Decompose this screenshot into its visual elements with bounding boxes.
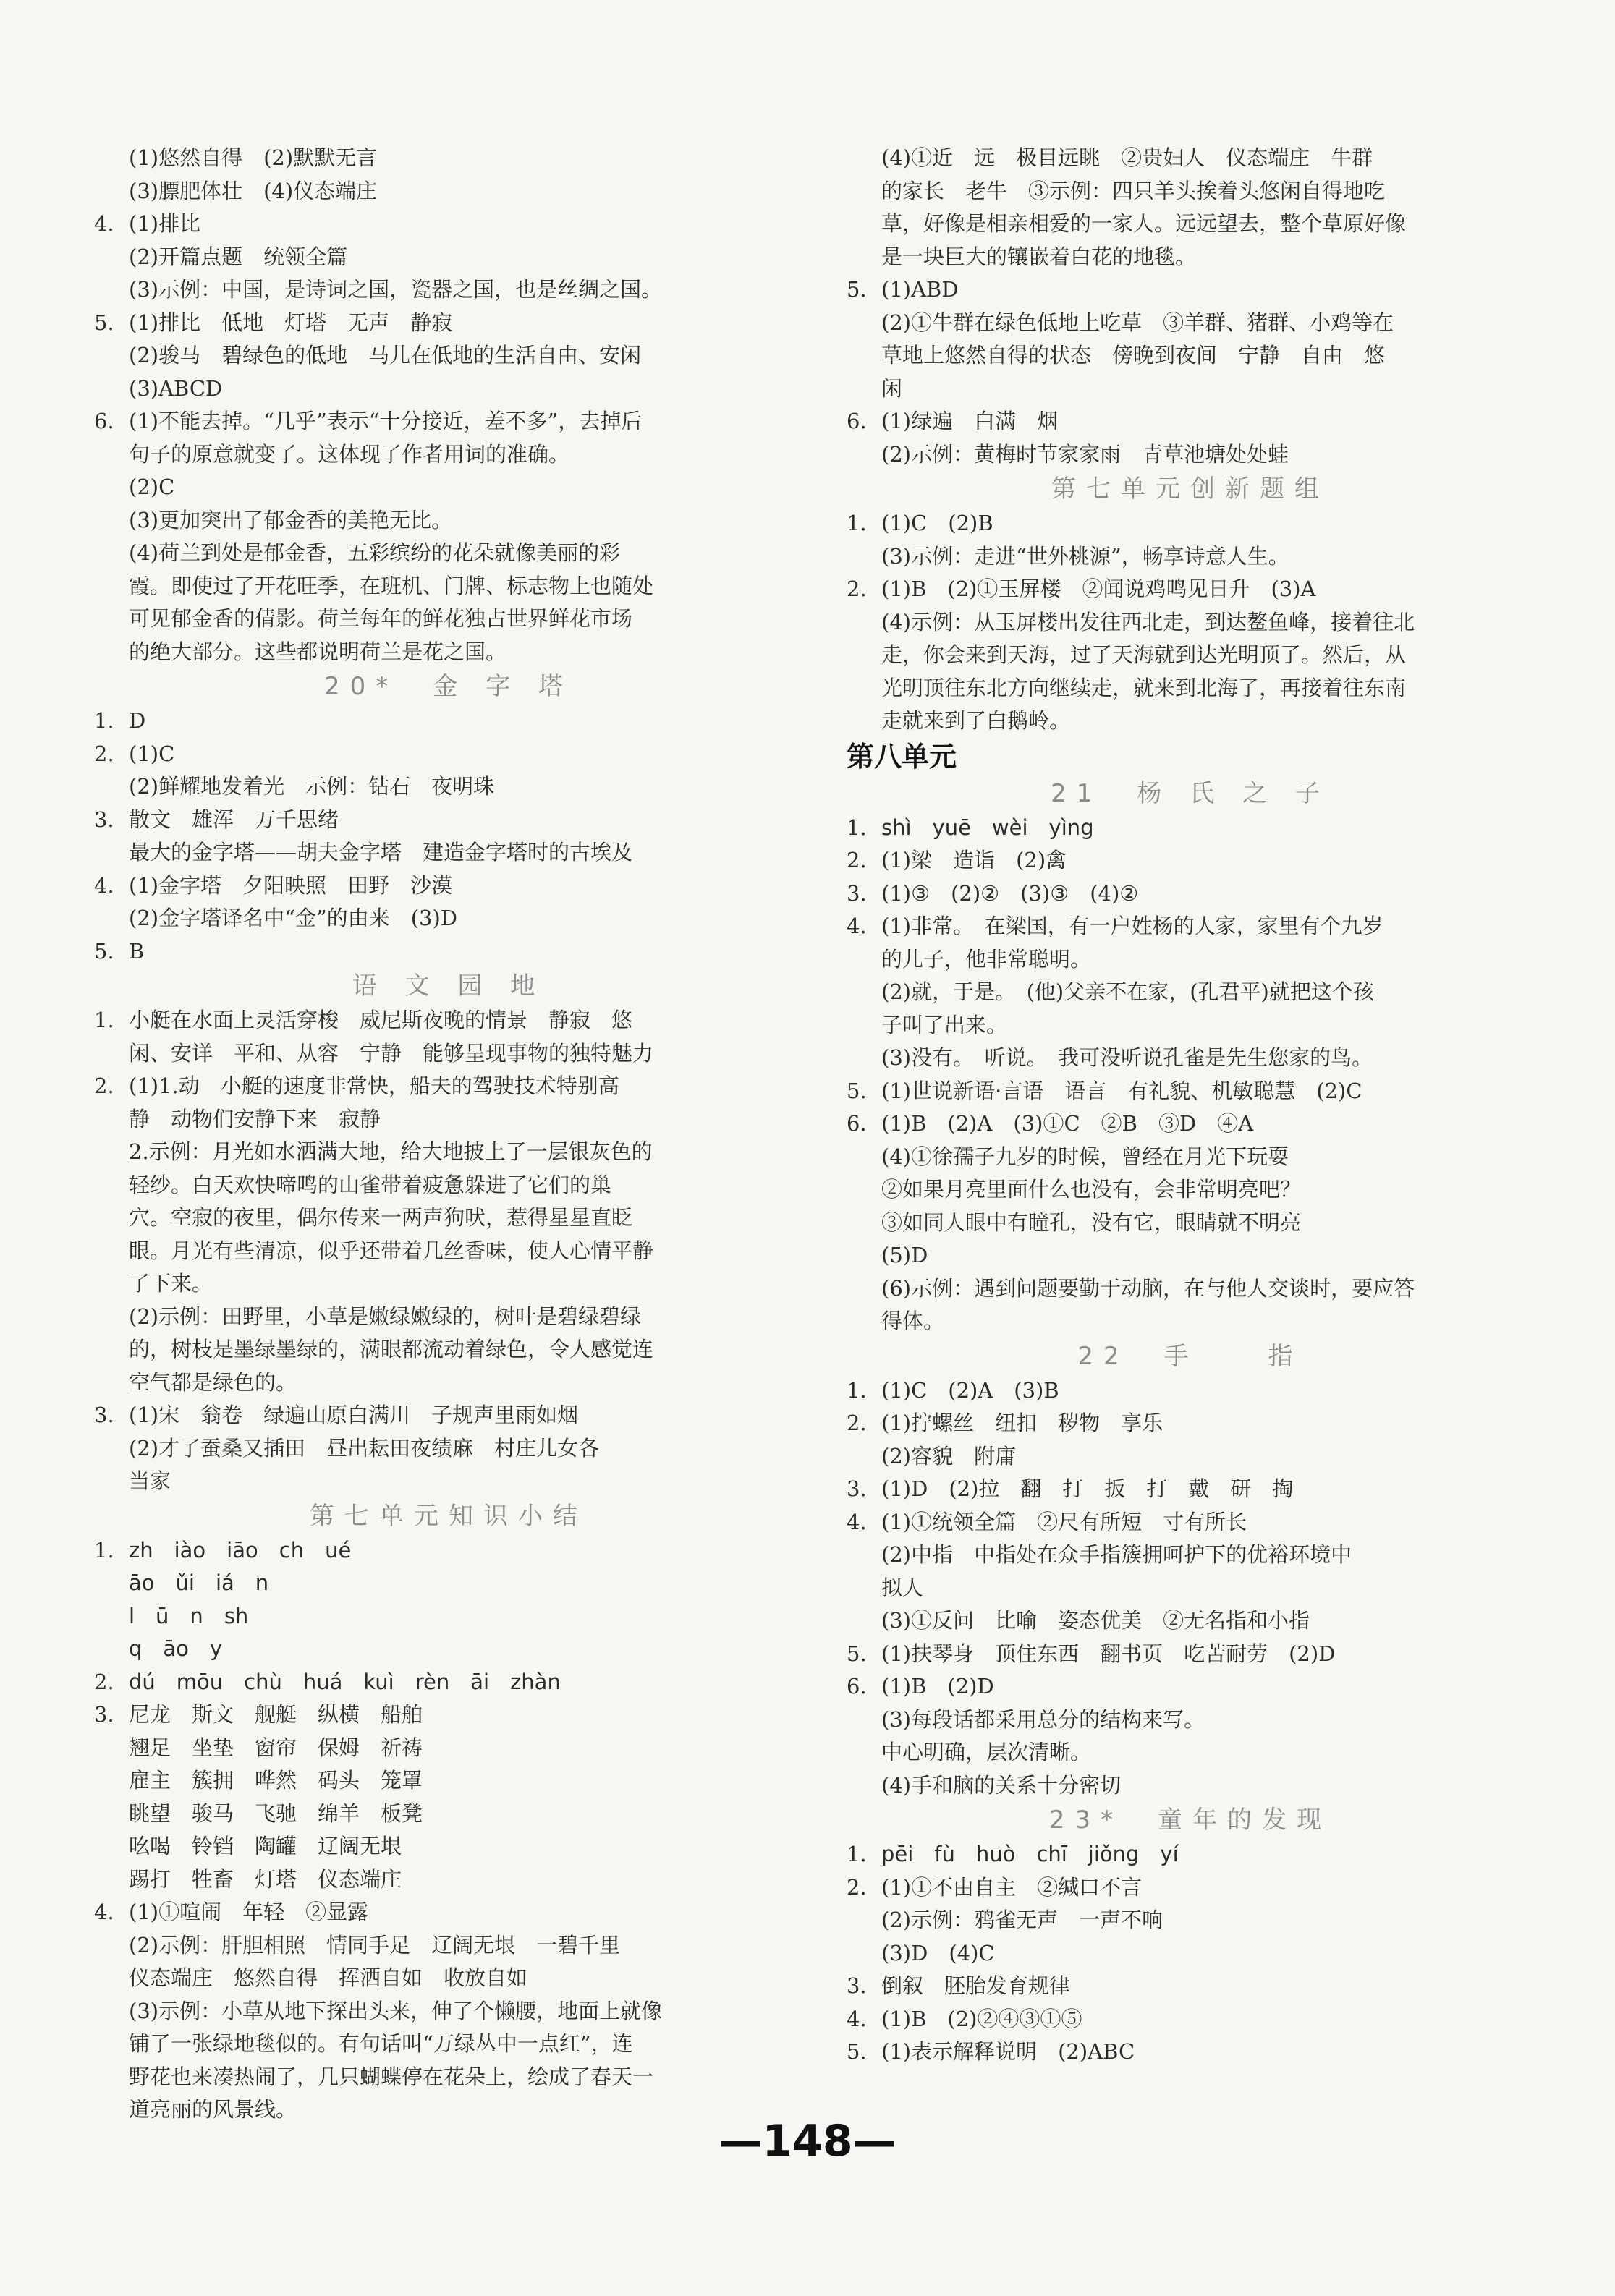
question-number: 5. xyxy=(847,1078,867,1103)
answer-line: (2)C xyxy=(129,475,175,499)
answer-line xyxy=(847,812,1534,845)
question-number: 5. xyxy=(847,277,867,302)
answer-line xyxy=(847,573,1534,606)
answer-line: 走，你会来到天海，过了天海就到达光明顶了。然后，从 xyxy=(881,642,1407,667)
answer-line: 空气都是绿色的。 xyxy=(129,1369,297,1395)
answer-line: 野花也来凑热闹了，几只蝴蝶停在花朵上，绘成了春天一 xyxy=(129,2064,654,2089)
section-title: 第七单元创新题组 xyxy=(1051,475,1329,503)
question-number: 3. xyxy=(94,1403,114,1427)
question-number: 3. xyxy=(94,1702,114,1727)
answer-text: (1)ABD xyxy=(881,277,959,302)
answer-line xyxy=(94,935,803,969)
question-number: 4. xyxy=(94,211,114,236)
answer-line: āo ǔi iá n xyxy=(129,1570,269,1595)
section-title: 语 文 园 地 xyxy=(352,971,546,1000)
answer-line: (3)每段话都采用总分的结构来写。 xyxy=(881,1706,1205,1732)
answer-line: 的儿子，他非常聪明。 xyxy=(881,946,1092,971)
answer-line: 是一块巨大的镶嵌着白花的地毯。 xyxy=(881,244,1197,269)
answer-line: 穴。空寂的夜里，偶尔传来一两声狗吠，惹得星星直眨 xyxy=(129,1205,633,1230)
answer-line xyxy=(847,1670,1534,1704)
answer-line: 仪态端庄 悠然自得 挥洒自如 收放自如 xyxy=(129,1965,528,1990)
question-number: 6. xyxy=(847,1111,867,1136)
answer-line: 踢打 牲畜 灯塔 仪态端庄 xyxy=(129,1866,402,1892)
answer-line: 的家长 老牛 ③示例：四只羊头挨着头悠闲自得地吃 xyxy=(881,178,1386,203)
answer-line: (1)悠然自得 (2)默默无言 xyxy=(129,145,378,170)
answer-text: (1)不能去掉。“几乎”表示“十分接近，差不多”，去掉后 xyxy=(129,409,643,433)
answer-line: (4)示例：从玉屏楼出发往西北走，到达鳌鱼峰，接着往北 xyxy=(881,609,1415,634)
question-number: 1. xyxy=(847,511,867,535)
answer-text: (1)D (2)拉 翻 打 扳 打 戴 研 掏 xyxy=(881,1476,1294,1501)
answer-text: (1)B (2)①玉屏楼 ②闻说鸡鸣见日升 (3)A xyxy=(881,577,1316,601)
answer-text: 倒叙 胚胎发育规律 xyxy=(881,1973,1071,1998)
answer-text: 散文 雄浑 万千思绪 xyxy=(129,807,339,832)
answer-line xyxy=(94,1534,803,1568)
answer-line: (2)骏马 碧绿色的低地 马儿在低地的生活自由、安闲 xyxy=(129,343,642,367)
question-number: 3. xyxy=(94,807,114,832)
answer-line: 2.示例：月光如水洒满大地，给大地披上了一层银灰色的 xyxy=(129,1139,653,1164)
question-number: 6. xyxy=(847,409,867,433)
answer-line xyxy=(847,1107,1534,1141)
answer-text: (1)B (2)D xyxy=(881,1674,994,1698)
section-title: 第七单元知识小结 xyxy=(310,1501,588,1531)
answer-text: (1)梁 造诣 (2)禽 xyxy=(881,848,1067,872)
question-number: 3. xyxy=(847,1476,867,1501)
answer-line: (3)ABCD xyxy=(129,375,223,401)
question-number: 2. xyxy=(94,741,114,766)
answer-text: (1)扶琴身 顶住东西 翻书页 吃苦耐劳 (2)D xyxy=(881,1641,1336,1666)
question-number: 4. xyxy=(94,872,114,898)
answer-line: 草，好像是相亲相爱的一家人。远远望去，整个草原好像 xyxy=(881,211,1407,236)
answer-line: 闲、安详 平和、从容 宁静 能够呈现事物的独特魅力 xyxy=(129,1040,654,1066)
answer-line xyxy=(94,705,803,738)
answer-line xyxy=(94,1698,803,1732)
question-number: 2. xyxy=(847,1874,867,1900)
question-number: 4. xyxy=(847,914,867,938)
answer-line: 草地上悠然自得的状态 傍晚到夜间 宁静 自由 悠 xyxy=(881,343,1386,367)
answer-line xyxy=(847,1473,1534,1506)
answer-line: (2)鲜耀地发着光 示例：钻石 夜明珠 xyxy=(129,774,495,799)
section-title: 22 手 指 xyxy=(1077,1341,1303,1371)
answer-line: (2)开篇点题 统领全篇 xyxy=(129,244,348,269)
answer-line: (2)示例：鸦雀无声 一声不响 xyxy=(881,1908,1163,1932)
answer-line: (2)①牛群在绿色低地上吃草 ③羊群、猪群、小鸡等在 xyxy=(881,310,1394,335)
question-number: 1. xyxy=(94,1537,114,1562)
answer-line xyxy=(847,1838,1534,1871)
answer-line: (2)容貌 附庸 xyxy=(881,1443,1017,1468)
answer-line: ③如同人眼中有瞳孔，没有它，眼睛就不明亮 xyxy=(881,1209,1302,1235)
answer-text: (1)排比 低地 灯塔 无声 静寂 xyxy=(129,310,453,335)
question-number: 6. xyxy=(94,409,114,433)
answer-text: (1)表示解释说明 (2)ABC xyxy=(881,2039,1135,2064)
answer-line xyxy=(847,2036,1534,2069)
answer-line: 静 动物们安静下来 寂静 xyxy=(129,1106,381,1131)
answer-line: (3)示例：小草从地下探出头来，伸了个懒腰，地面上就像 xyxy=(129,1998,663,2023)
answer-line: 光明顶往东北方向继续走，就来到北海了，再接着往东南 xyxy=(881,675,1407,700)
answer-text: (1)B (2)A (3)①C ②B ③D ④A xyxy=(881,1111,1254,1136)
answer-line xyxy=(94,1399,803,1432)
question-number: 4. xyxy=(94,1900,114,1924)
right-column xyxy=(847,142,1534,2069)
answer-line: 雇主 簇拥 哗然 码头 笼罩 xyxy=(129,1768,423,1793)
answer-text: pēi fù huò chī jiǒng yí xyxy=(881,1842,1179,1866)
answer-text: (1)金字塔 夕阳映照 田野 沙漠 xyxy=(129,872,453,898)
question-number: 1. xyxy=(94,1008,114,1032)
answer-line: 翘足 坐垫 窗帘 保姆 祈祷 xyxy=(129,1735,423,1760)
answer-line: (3)没有。 听说。 我可没听说孔雀是先生您家的鸟。 xyxy=(881,1045,1373,1070)
answer-line: 拟人 xyxy=(881,1575,924,1600)
answer-line: (2)示例：田野里，小草是嫩绿嫩绿的，树叶是碧绿碧绿 xyxy=(129,1304,642,1329)
answer-line: 最大的金字塔——胡夫金字塔 建造金字塔时的古埃及 xyxy=(129,840,633,864)
answer-text: (1)③ (2)② (3)③ (4)② xyxy=(881,880,1139,906)
answer-text: (1)拧螺丝 纽扣 秽物 享乐 xyxy=(881,1411,1163,1435)
answer-text: zh iào iāo ch ué xyxy=(129,1537,352,1562)
question-number: 3. xyxy=(847,1973,867,1998)
answer-text: (1)排比 xyxy=(129,211,201,236)
question-number: 1. xyxy=(847,1377,867,1403)
answer-line: ②如果月亮里面什么也没有，会非常明亮吧？ xyxy=(881,1177,1302,1202)
answer-text: dú mōu chù huá kuì rèn āi zhàn xyxy=(129,1669,561,1694)
answer-line xyxy=(94,804,803,837)
answer-line: 中心明确，层次清晰。 xyxy=(881,1740,1092,1764)
question-number: 2. xyxy=(94,1073,114,1098)
answer-line: (5)D xyxy=(881,1243,928,1267)
answer-line: 得体。 xyxy=(881,1309,945,1333)
answer-line: 走就来到了白鹅岭。 xyxy=(881,708,1071,733)
answer-line xyxy=(847,910,1534,943)
page-number: —148— xyxy=(719,2116,896,2167)
answer-line xyxy=(847,2003,1534,2036)
answer-line xyxy=(94,1004,803,1037)
answer-line: 吆喝 铃铛 陶罐 辽阔无垠 xyxy=(129,1834,402,1858)
question-number: 5. xyxy=(847,2039,867,2064)
answer-line: 可见郁金香的倩影。荷兰每年的鲜花独占世界鲜花市场 xyxy=(129,606,633,631)
answer-line: 当家 xyxy=(129,1468,171,1493)
question-number: 1. xyxy=(94,708,114,733)
answer-line: 闲 xyxy=(881,375,903,401)
question-number: 3. xyxy=(847,880,867,906)
answer-line xyxy=(847,507,1534,540)
answer-line: (3)膘肥体壮 (4)仪态端庄 xyxy=(129,178,378,203)
answer-line xyxy=(94,1896,803,1929)
answer-line: (2)金字塔译名中“金”的由来 (3)D xyxy=(129,906,458,930)
answer-line: 句子的原意就变了。这体现了作者用词的准确。 xyxy=(129,441,570,467)
answer-line: (4)手和脑的关系十分密切 xyxy=(881,1772,1122,1798)
answer-line: l ū n sh xyxy=(129,1603,249,1628)
question-number: 6. xyxy=(847,1674,867,1698)
answer-line xyxy=(847,1407,1534,1440)
answer-text: (1)世说新语·言语 语言 有礼貌、机敏聪慧 (2)C xyxy=(881,1078,1362,1103)
question-number: 1. xyxy=(847,815,867,840)
answer-line: 霞。即使过了开花旺季，在班机、门牌、标志物上也随处 xyxy=(129,573,654,598)
answer-line: (2)示例：黄梅时节家家雨 青草池塘处处蛙 xyxy=(881,441,1289,467)
answer-line xyxy=(847,405,1534,438)
question-number: 2. xyxy=(847,848,867,872)
answer-text: (1)非常。 在梁国，有一户姓杨的人家，家里有个九岁 xyxy=(881,914,1383,938)
answer-line: (4)①近 远 极目远眺 ②贵妇人 仪态端庄 牛群 xyxy=(881,145,1373,170)
answer-text: (1)①统领全篇 ②尺有所短 寸有所长 xyxy=(881,1509,1247,1534)
answer-line xyxy=(94,1666,803,1699)
answer-line: (4)①徐孺子九岁的时候，曾经在月光下玩耍 xyxy=(881,1144,1289,1169)
answer-line: 铺了一张绿地毯似的。有句话叫“万绿丛中一点红”，连 xyxy=(129,2031,633,2056)
answer-line xyxy=(94,869,803,903)
answer-line xyxy=(847,1374,1534,1408)
question-number: 5. xyxy=(94,938,114,964)
answer-line xyxy=(94,738,803,771)
answer-line: 子叫了出来。 xyxy=(881,1012,1008,1037)
answer-text: (1)①不由自主 ②缄口不言 xyxy=(881,1874,1143,1900)
answer-line: (3)D (4)C xyxy=(881,1940,995,1965)
answer-line: (3)示例：中国，是诗词之国，瓷器之国，也是丝绸之国。 xyxy=(129,277,663,302)
answer-text: B xyxy=(129,938,145,964)
answer-line: 的，树枝是墨绿墨绿的，满眼都流动着绿色，令人感觉连 xyxy=(129,1337,654,1361)
answer-line xyxy=(94,1070,803,1103)
answer-line: 眼。月光有些清凉，似乎还带着几丝香味，使人心情平静 xyxy=(129,1238,654,1263)
answer-text: (1)B (2)②④③①⑤ xyxy=(881,2006,1082,2031)
question-number: 2. xyxy=(847,1411,867,1435)
answer-line: 的绝大部分。这些都说明荷兰是花之国。 xyxy=(129,639,507,664)
answer-line xyxy=(94,208,803,241)
answer-line xyxy=(847,1506,1534,1539)
answer-text: 尼龙 斯文 舰艇 纵横 船舶 xyxy=(129,1702,423,1727)
section-title: 21 杨 氏 之 子 xyxy=(1051,778,1330,808)
question-number: 5. xyxy=(847,1641,867,1666)
answer-line: 了下来。 xyxy=(129,1271,213,1296)
answer-line: q āo y xyxy=(129,1636,223,1661)
question-number: 4. xyxy=(847,1509,867,1534)
answer-text: D xyxy=(129,708,146,733)
question-number: 1. xyxy=(847,1842,867,1866)
answer-line: 眺望 骏马 飞驰 绵羊 板凳 xyxy=(129,1800,423,1826)
section-title: 23* 童年的发现 xyxy=(1048,1806,1332,1834)
question-number: 2. xyxy=(94,1669,114,1694)
answer-line xyxy=(847,877,1534,911)
question-number: 2. xyxy=(847,577,867,601)
answer-line: (2)中指 中指处在众手指簇拥呵护下的优裕环境中 xyxy=(881,1542,1352,1567)
answer-line: (4)荷兰到处是郁金香，五彩缤纷的花朵就像美丽的彩 xyxy=(129,540,621,565)
answer-line xyxy=(847,844,1534,877)
answer-line xyxy=(847,1970,1534,2003)
section-title: 20* 金 字 塔 xyxy=(324,672,573,701)
answer-text: (1)C (2)A (3)B xyxy=(881,1377,1059,1403)
answer-text: (1)绿遍 白满 烟 xyxy=(881,409,1059,433)
answer-text: (1)宋 翁卷 绿遍山原白满川 子规声里雨如烟 xyxy=(129,1403,579,1427)
answer-text: shì yuē wèi yìng xyxy=(881,815,1094,840)
answer-line: (3)更加突出了郁金香的美艳无比。 xyxy=(129,507,453,532)
answer-line xyxy=(847,1871,1534,1905)
answer-line: 道亮丽的风景线。 xyxy=(129,2097,297,2122)
answer-line: (2)就，于是。 (他)父亲不在家，(孔君平)就把这个孩 xyxy=(881,979,1374,1004)
answer-line: 轻纱。白天欢快啼鸣的山雀带着疲惫躲进了它们的巢 xyxy=(129,1172,612,1197)
left-column xyxy=(94,142,803,2127)
answer-line xyxy=(847,1638,1534,1671)
answer-text: (1)C xyxy=(129,741,175,766)
answer-line: (3)①反问 比喻 姿态优美 ②无名指和小指 xyxy=(881,1608,1310,1633)
answer-line xyxy=(847,273,1534,307)
answer-text: 小艇在水面上灵活穿梭 威尼斯夜晚的情景 静寂 悠 xyxy=(129,1008,633,1032)
answer-line: (3)示例：走进“世外桃源”，畅享诗意人生。 xyxy=(881,543,1289,569)
unit-heading: 第八单元 xyxy=(847,740,957,773)
answer-text: (1)C (2)B xyxy=(881,511,993,535)
answer-line xyxy=(94,307,803,340)
answer-line xyxy=(847,1075,1534,1108)
answer-line xyxy=(94,405,803,438)
answer-line: (2)才了蚕桑又插田 昼出耘田夜绩麻 村庄儿女各 xyxy=(129,1435,600,1460)
answer-text: (1)①喧闹 年轻 ②显露 xyxy=(129,1900,369,1924)
answer-line: (6)示例：遇到问题要勤于动脑，在与他人交谈时，要应答 xyxy=(881,1275,1415,1301)
answer-line: (2)示例：肝胆相照 情同手足 辽阔无垠 一碧千里 xyxy=(129,1932,621,1957)
question-number: 5. xyxy=(94,310,114,335)
question-number: 4. xyxy=(847,2006,867,2031)
answer-text: (1)1.动 小艇的速度非常快，船夫的驾驶技术特别高 xyxy=(129,1073,619,1098)
